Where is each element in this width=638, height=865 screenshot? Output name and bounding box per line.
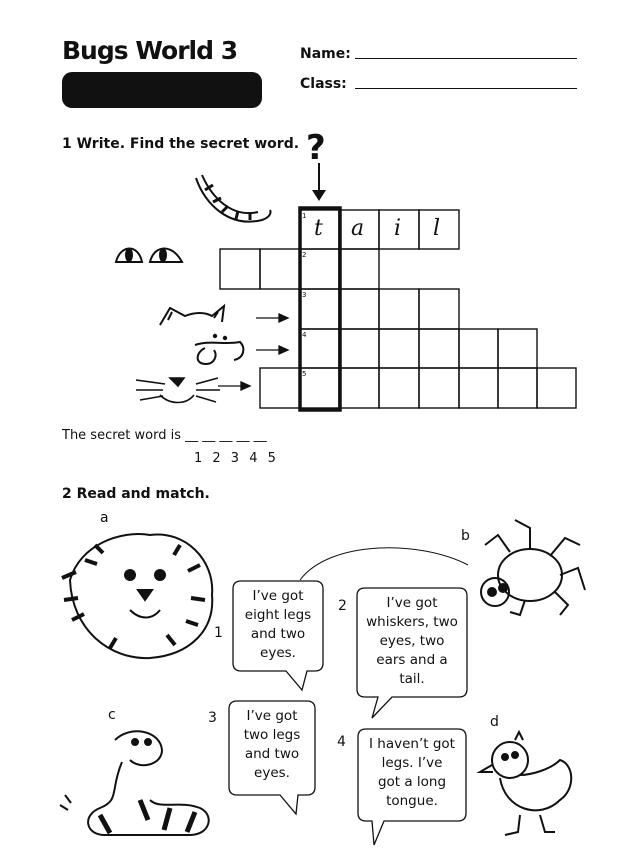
whiskers-picture bbox=[136, 378, 220, 403]
cell-r2-c1[interactable] bbox=[220, 249, 260, 289]
cell-r2-c4[interactable] bbox=[339, 249, 379, 289]
bubble-2-text: I’ve got whiskers, two eyes, two ears and a tail. bbox=[366, 595, 458, 687]
letter-r1-c3: i bbox=[394, 216, 402, 241]
cell-r4-c5[interactable] bbox=[459, 329, 498, 368]
bubble-3-text: I’ve got two legs and two eyes. bbox=[243, 708, 301, 781]
cell-r4-c3[interactable] bbox=[379, 329, 419, 368]
picture-label-a: a bbox=[100, 510, 109, 526]
letter-r1-c1: t bbox=[314, 216, 323, 241]
row-number-3: 3 bbox=[302, 291, 307, 299]
section2-heading: 2 Read and match. bbox=[62, 486, 210, 502]
bubble-number-4: 4 bbox=[337, 734, 346, 750]
bubble-number-2: 2 bbox=[338, 598, 347, 614]
cell-r4-c4[interactable] bbox=[419, 329, 459, 368]
secret-word-numbers: 1 2 3 4 5 bbox=[194, 451, 276, 466]
picture-label-d: d bbox=[490, 714, 499, 730]
cell-r5-c5[interactable] bbox=[419, 368, 459, 408]
cell-r4-c6[interactable] bbox=[498, 329, 537, 368]
tongue-picture bbox=[195, 335, 243, 364]
name-label: Name: bbox=[300, 46, 351, 62]
row-number-4: 4 bbox=[302, 331, 307, 339]
picture-label-b: b bbox=[461, 528, 470, 544]
section1-heading: 1 Write. Find the secret word. bbox=[62, 136, 300, 152]
row-number-2: 2 bbox=[302, 251, 307, 259]
arrow-row3-head bbox=[279, 314, 288, 322]
cell-r5-c7[interactable] bbox=[498, 368, 537, 408]
cell-r5-c8[interactable] bbox=[537, 368, 576, 408]
snake-picture bbox=[60, 731, 209, 835]
cell-r5-c6[interactable] bbox=[459, 368, 498, 408]
question-mark: ? bbox=[306, 128, 326, 168]
worksheet-title: Bugs World 3 bbox=[62, 36, 238, 65]
class-label: Class: bbox=[300, 76, 347, 92]
arrow-row4-head bbox=[279, 346, 288, 354]
secret-word-line: The secret word is __ __ __ __ __ bbox=[62, 428, 267, 443]
match-line bbox=[300, 548, 468, 580]
bubble-4-text: I haven’t got legs. I’ve got a long tongue. bbox=[369, 736, 455, 809]
eyes-picture bbox=[116, 248, 182, 262]
letter-r1-c2: a bbox=[351, 216, 365, 241]
cell-r3-c4[interactable] bbox=[419, 289, 459, 329]
cell-r5-c1[interactable] bbox=[260, 368, 300, 408]
tiger-picture bbox=[62, 534, 212, 658]
bubble-1-text: I’ve got eight legs and two eyes. bbox=[244, 588, 312, 661]
arrow-row5-head bbox=[241, 382, 250, 390]
bubble-number-3: 3 bbox=[208, 710, 217, 726]
ears-picture bbox=[160, 306, 224, 325]
row-number-1: 1 bbox=[302, 212, 307, 220]
picture-label-c: c bbox=[108, 707, 116, 723]
bubble-number-1: 1 bbox=[214, 625, 223, 641]
tail-picture bbox=[196, 175, 271, 222]
down-arrow-head bbox=[312, 190, 326, 201]
letter-r1-c4: l bbox=[433, 216, 441, 241]
bird-picture bbox=[480, 732, 571, 835]
cell-r3-c2[interactable] bbox=[339, 289, 379, 329]
cell-r5-c3[interactable] bbox=[339, 368, 379, 408]
cell-r5-c4[interactable] bbox=[379, 368, 419, 408]
cell-r3-c3[interactable] bbox=[379, 289, 419, 329]
spider-picture bbox=[481, 520, 585, 615]
row-number-5: 5 bbox=[302, 370, 307, 378]
cell-r4-c2[interactable] bbox=[339, 329, 379, 368]
cell-r2-c2[interactable] bbox=[260, 249, 300, 289]
